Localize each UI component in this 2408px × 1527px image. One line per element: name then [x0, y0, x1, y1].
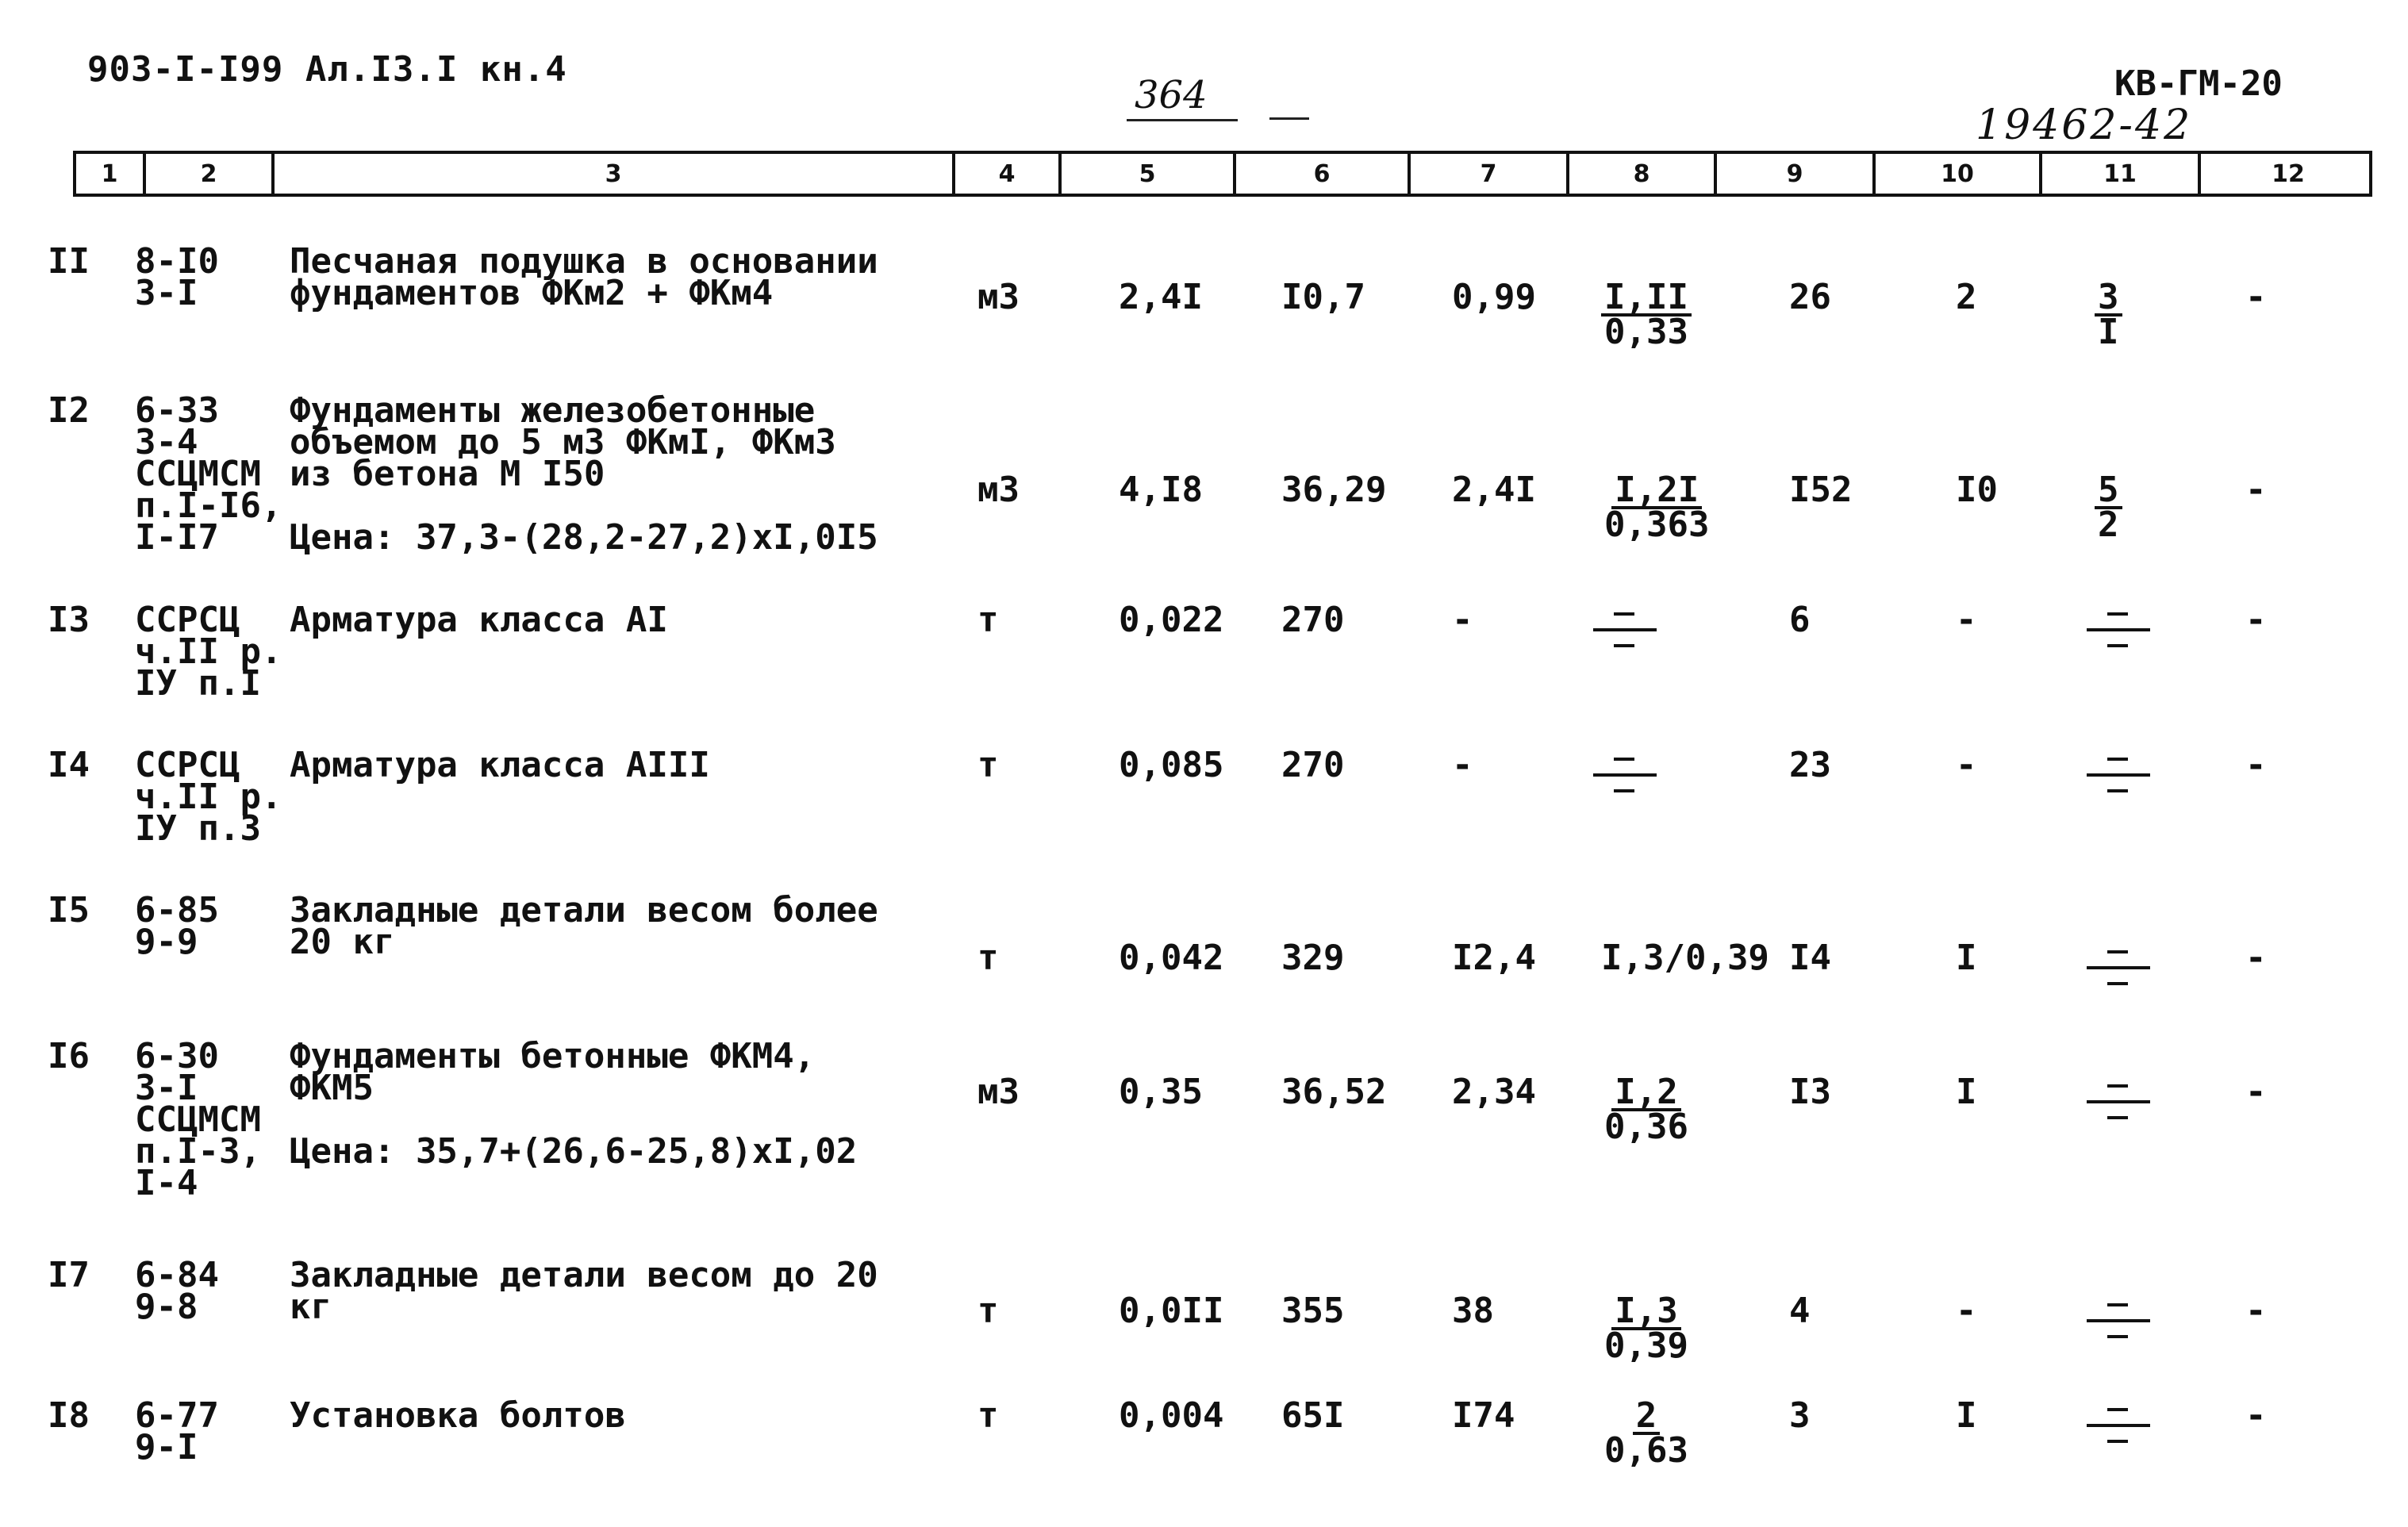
unit-cost: 270: [1281, 745, 1345, 785]
col-11-denominator: I: [2098, 312, 2119, 352]
col-12-value: -: [2245, 745, 2267, 785]
col-12-value: -: [2245, 277, 2267, 317]
norm-code: ССРСЦ ч.II р. IУ п.I: [135, 600, 282, 704]
row-number: I4: [48, 745, 90, 785]
page-number: 364: [1135, 73, 1208, 117]
col-12-value: -: [2245, 470, 2267, 510]
col-10-value: I0: [1956, 470, 1998, 510]
total-cost: I3: [1789, 1072, 1831, 1112]
col-8: I,3/0,39: [1601, 938, 1769, 978]
col-8-blank-fraction: [1593, 758, 1657, 796]
total-cost: I4: [1789, 938, 1831, 978]
col-11-blank-fraction: [2087, 1303, 2150, 1341]
col-8-denominator: 0,33: [1604, 312, 1688, 352]
col-11-blank-fraction: [2087, 612, 2150, 650]
work-description: Закладные детали весом до 20 кг: [290, 1255, 878, 1327]
row-number: I2: [48, 390, 90, 431]
unit: т: [977, 1395, 999, 1436]
work-description: Арматура класса АIII: [290, 745, 710, 785]
page-number-dash: [1269, 117, 1309, 120]
unit-cost: 65I: [1281, 1395, 1345, 1436]
col-8-denominator: 0,36: [1604, 1107, 1688, 1147]
column-header-6: 6: [1236, 154, 1411, 194]
col-8-fraction: [1601, 1072, 1692, 1147]
sheet-code: КВ-ГМ-20: [2114, 63, 2283, 104]
norm-code: ССРСЦ ч.II р. IУ п.3: [135, 745, 282, 849]
col-8-numerator: 2: [1633, 1400, 1661, 1435]
col-8-denominator: 0,39: [1604, 1326, 1688, 1366]
unit: т: [977, 938, 999, 978]
quantity: 2,4I: [1119, 277, 1203, 317]
work-description: Фундаменты железобетонные объемом до 5 м3 ФКмI, ФКм3 из бетона М I50 Цена: 37,3-(28,2-27,2)хI,0I5: [290, 390, 878, 558]
row-number: I6: [48, 1036, 90, 1076]
col-7-value: 2,4I: [1452, 470, 1536, 510]
quantity: 0,35: [1119, 1072, 1203, 1112]
col-12-value: -: [2245, 1072, 2267, 1112]
col-10-value: I: [1956, 1395, 1977, 1436]
col-7-value: 38: [1452, 1291, 1494, 1331]
column-header-bar: [73, 151, 2372, 197]
row-number: I5: [48, 890, 90, 930]
col-10-value: 2: [1956, 277, 1977, 317]
quantity: 4,I8: [1119, 470, 1203, 510]
norm-code: 8-I0 3-I: [135, 241, 219, 313]
quantity: 0,085: [1119, 745, 1224, 785]
total-cost: 23: [1789, 745, 1831, 785]
norm-code: 6-77 9-I: [135, 1395, 219, 1468]
quantity: 0,042: [1119, 938, 1224, 978]
work-description: Фундаменты бетонные ФКМ4, ФКМ5 Цена: 35,7+(26,6-25,8)хI,02: [290, 1036, 858, 1172]
unit: т: [977, 600, 999, 640]
col-11-blank-fraction: [2087, 1408, 2150, 1446]
col-12-value: -: [2245, 1291, 2267, 1331]
total-cost: 26: [1789, 277, 1831, 317]
col-7-value: -: [1452, 600, 1473, 640]
col-12-value: -: [2245, 938, 2267, 978]
col-11-blank-fraction: [2087, 758, 2150, 796]
col-11-blank-fraction: [2087, 950, 2150, 988]
col-11-numerator: 3: [2095, 282, 2122, 317]
column-header-8: 8: [1569, 154, 1717, 194]
col-10-value: -: [1956, 1291, 1977, 1331]
column-header-10: 10: [1876, 154, 2042, 194]
norm-code: 6-33 3-4 ССЦМСМ п.I-I6, I-I7: [135, 390, 282, 558]
column-header-9: 9: [1717, 154, 1876, 194]
work-description: Закладные детали весом более 20 кг: [290, 890, 878, 962]
col-7-value: I74: [1452, 1395, 1515, 1436]
col-7-value: -: [1452, 745, 1473, 785]
total-cost: 3: [1789, 1395, 1811, 1436]
total-cost: 4: [1789, 1291, 1811, 1331]
unit-cost: 329: [1281, 938, 1345, 978]
unit-cost: 355: [1281, 1291, 1345, 1331]
page-number-underline: [1127, 119, 1238, 121]
column-header-12: 12: [2272, 159, 2305, 188]
unit-cost: 36,52: [1281, 1072, 1387, 1112]
col-10-value: -: [1956, 600, 1977, 640]
document-code: 903-I-I99 Ал.I3.I кн.4: [87, 49, 567, 90]
col-11-fraction: [2095, 470, 2122, 545]
col-8-denominator: 0,63: [1604, 1430, 1688, 1471]
column-header-3: 3: [275, 154, 955, 194]
col-8-fraction: [1601, 1291, 1692, 1366]
total-cost: I52: [1789, 470, 1853, 510]
row-number: I7: [48, 1255, 90, 1295]
col-8-numerator: I,II: [1601, 282, 1692, 317]
work-description: Песчаная подушка в основании фундаментов ФКм2 + ФКм4: [290, 241, 878, 313]
unit: м3: [977, 1072, 1020, 1112]
unit: т: [977, 745, 999, 785]
col-8-numerator: I,2: [1611, 1076, 1680, 1111]
unit-cost: I0,7: [1281, 277, 1365, 317]
column-header-5: 5: [1062, 154, 1236, 194]
column-header-7: 7: [1411, 154, 1569, 194]
work-description: Арматура класса АI: [290, 600, 668, 640]
quantity: 0,004: [1119, 1395, 1224, 1436]
column-header-4: 4: [955, 154, 1062, 194]
col-8-fraction: [1601, 277, 1692, 352]
norm-code: 6-85 9-9: [135, 890, 219, 962]
unit-cost: 270: [1281, 600, 1345, 640]
col-11-blank-fraction: [2087, 1084, 2150, 1122]
column-header-1: 1: [76, 154, 146, 194]
quantity: 0,022: [1119, 600, 1224, 640]
col-7-value: 2,34: [1452, 1072, 1536, 1112]
col-7-value: I2,4: [1452, 938, 1536, 978]
unit: т: [977, 1291, 999, 1331]
col-11-fraction: [2095, 277, 2122, 352]
col-8-fraction: [1601, 1395, 1692, 1471]
quantity: 0,0II: [1119, 1291, 1224, 1331]
col-8-denominator: 0,363: [1604, 505, 1710, 545]
col-8-fraction: [1601, 470, 1712, 545]
unit: м3: [977, 470, 1020, 510]
col-10-value: -: [1956, 745, 1977, 785]
norm-code: 6-30 3-I ССЦМСМ п.I-3, I-4: [135, 1036, 261, 1203]
handwritten-number: 19462-42: [1976, 102, 2193, 149]
unit: м3: [977, 277, 1020, 317]
row-number: II: [48, 241, 90, 282]
column-header-2: 2: [146, 154, 275, 194]
col-12-value: -: [2245, 600, 2267, 640]
col-12-value: -: [2245, 1395, 2267, 1436]
row-number: I3: [48, 600, 90, 640]
col-11-denominator: 2: [2098, 505, 2119, 545]
col-7-value: 0,99: [1452, 277, 1536, 317]
col-10-value: I: [1956, 938, 1977, 978]
col-11-numerator: 5: [2095, 474, 2122, 509]
total-cost: 6: [1789, 600, 1811, 640]
col-10-value: I: [1956, 1072, 1977, 1112]
norm-code: 6-84 9-8: [135, 1255, 219, 1327]
work-description: Установка болтов: [290, 1395, 626, 1436]
column-header-11: 11: [2042, 154, 2201, 194]
col-8-numerator: I,2I: [1611, 474, 1702, 509]
row-number: I8: [48, 1395, 90, 1436]
col-8-blank-fraction: [1593, 612, 1657, 650]
unit-cost: 36,29: [1281, 470, 1387, 510]
col-8-numerator: I,3: [1611, 1295, 1680, 1330]
